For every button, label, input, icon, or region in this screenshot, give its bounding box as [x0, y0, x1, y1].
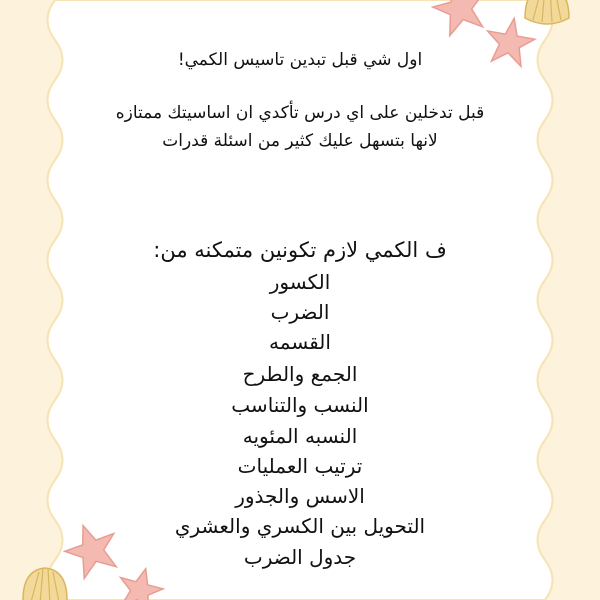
- topic-item: ترتيب العمليات: [237, 454, 363, 478]
- topic-item: الضرب: [270, 300, 330, 324]
- topic-item: الكسور: [269, 270, 331, 294]
- intro-line-2: لانها بتسهل عليك كثير من اسئلة قدرات: [162, 131, 438, 151]
- topic-item: الاسس والجذور: [235, 484, 365, 508]
- intro-title: اول شي قبل تبدين تاسيس الكمي!: [177, 50, 423, 70]
- topic-item: التحويل بين الكسري والعشري: [174, 514, 426, 538]
- topic-item: النسب والتناسب: [231, 393, 369, 417]
- requirements-heading: ف الكمي لازم تكونين متمكنه من:: [153, 238, 447, 262]
- topic-item: النسبه المئويه: [242, 424, 358, 448]
- intro-line-1: قبل تدخلين على اي درس تأكدي ان اساسيتك ممتازه: [115, 103, 485, 123]
- topic-item: الجمع والطرح: [242, 362, 358, 386]
- topic-item: القسمه: [269, 330, 331, 354]
- topic-item: جدول الضرب: [243, 545, 357, 569]
